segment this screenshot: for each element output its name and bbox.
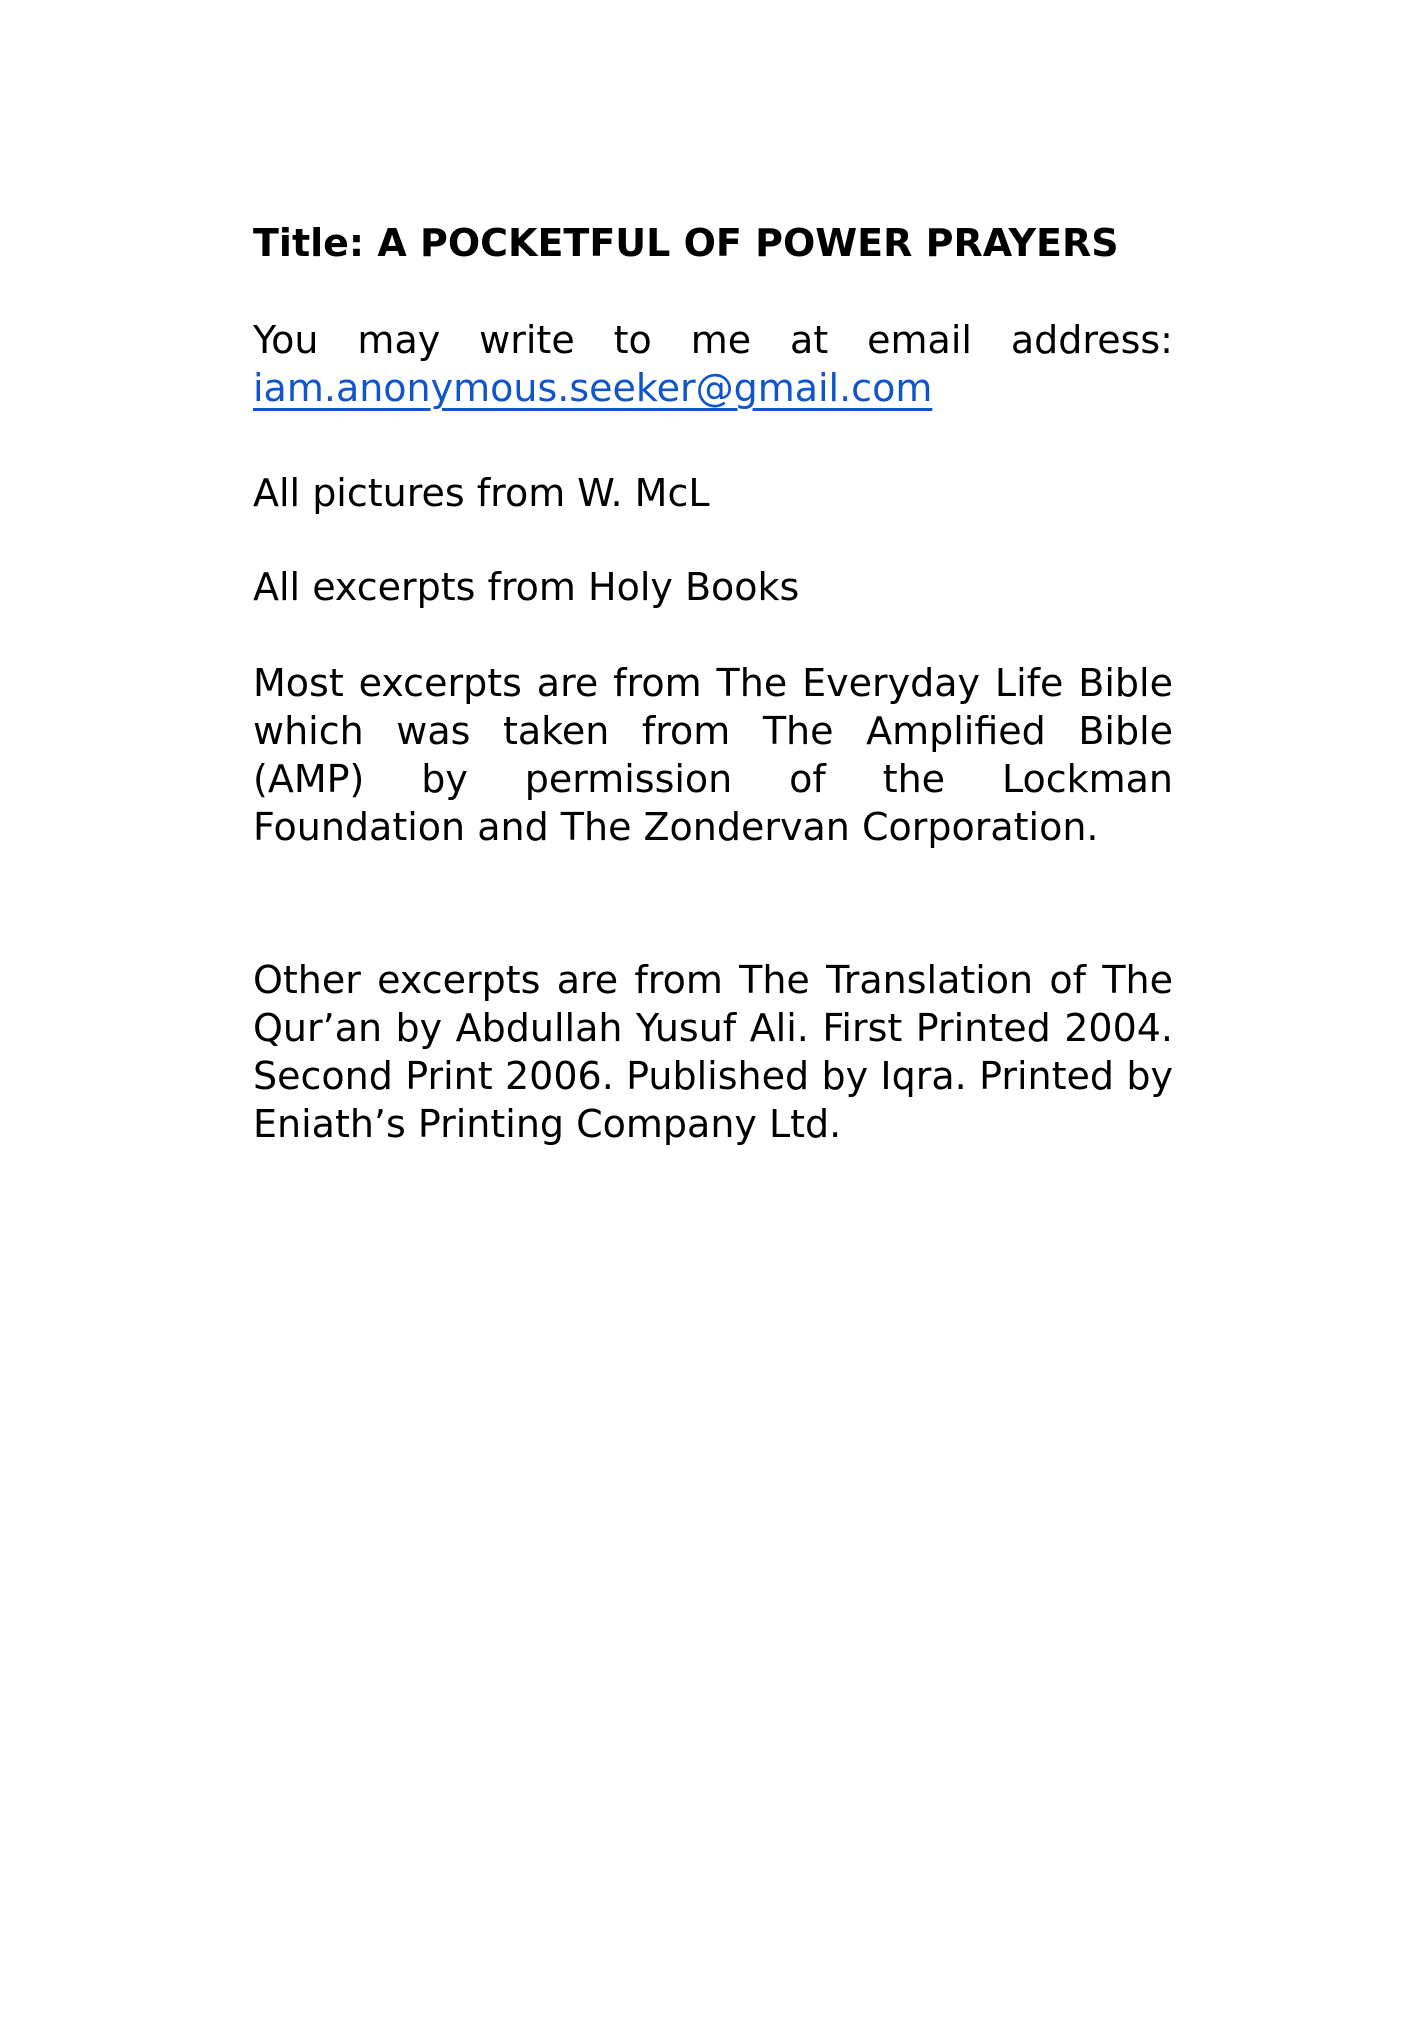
credit-pictures: All pictures from W. McL <box>253 471 710 515</box>
email-link[interactable]: iam.anonymous.seeker@gmail.com <box>253 366 933 410</box>
contact-line <box>253 316 1173 412</box>
title-line <box>253 219 1173 267</box>
paragraph-quran-credit: Other excerpts are from The Translation of The Qur’an by Abdullah Yusuf Ali. First Printed 2004. Second Print 2006. Published by Iqra. Printed by Eniath’s Printing Company Ltd. <box>253 958 1173 1146</box>
contact-text: You may write to me at email address: <box>253 318 1173 362</box>
credit-excerpts: All excerpts from Holy Books <box>253 565 800 609</box>
paragraph-bible-credit: Most excerpts are from The Everyday Life Bible which was taken from The Amplified Bible (AMP) by permission of the Lockman Foundation and The Zondervan Corporation. <box>253 661 1173 849</box>
page-content <box>253 0 1173 1148</box>
page-title: A POCKETFUL OF POWER PRAYERS <box>377 221 1119 265</box>
title-label: Title: <box>253 221 365 265</box>
